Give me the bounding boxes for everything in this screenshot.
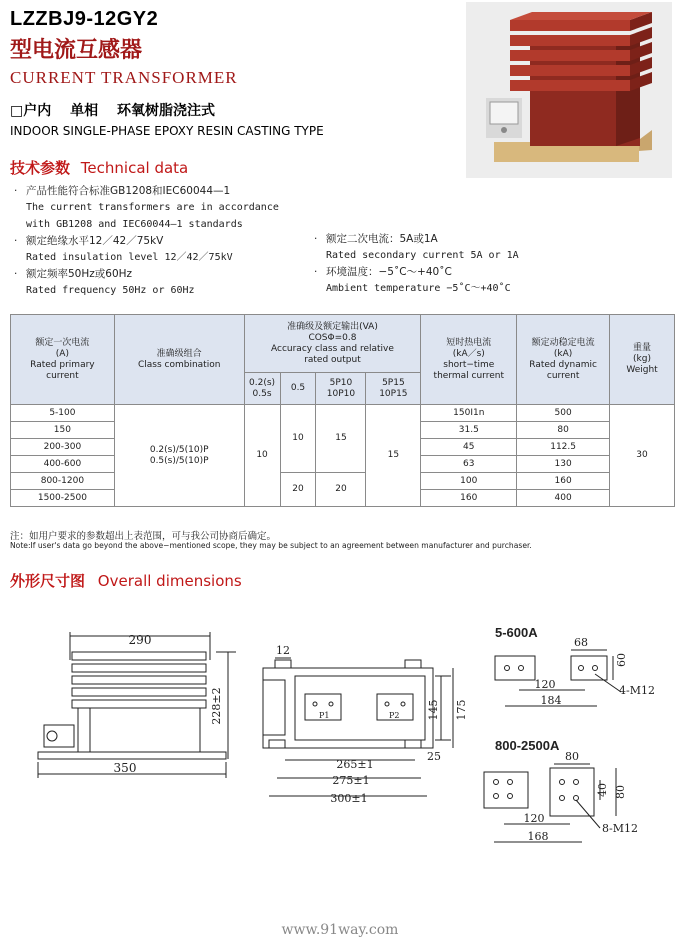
leader xyxy=(576,800,600,828)
dim-12: 12 xyxy=(276,644,290,657)
note-en: Note:If user's data go beyond the above−mentioned scope, they may be subject to an agreement between manufacturer and purchaser. xyxy=(10,541,532,550)
spec-list-right xyxy=(314,231,614,297)
dim-145: 145 xyxy=(427,699,440,721)
cell-primary: 150 xyxy=(11,422,115,439)
cell-thermal: 31.5 xyxy=(421,422,517,439)
spec-zh: 额定频率50Hz或60Hz xyxy=(26,268,133,280)
cell-dynamic: 400 xyxy=(517,490,610,507)
bolt xyxy=(508,794,513,799)
spec-list-left xyxy=(14,183,314,299)
spec-item xyxy=(14,249,314,266)
header-class: 准确级组合 Class combination xyxy=(114,315,244,405)
cell-thermal: 63 xyxy=(421,456,517,473)
model-number: LZZBJ9-12GY2 xyxy=(10,8,159,30)
front-view-drawing xyxy=(255,640,475,810)
dims-heading-en: Overall dimensions xyxy=(97,572,242,590)
mount-tab xyxy=(405,660,421,668)
dim-80-side: 80 xyxy=(614,785,627,799)
tech-heading-en: Technical data xyxy=(80,159,189,177)
sub-02s: 0.2(s) 0.5s xyxy=(244,373,280,405)
dim-168: 168 xyxy=(527,830,549,843)
cell-dynamic: 80 xyxy=(517,422,610,439)
spec-en: Rated insulation level 12／42／75kV xyxy=(26,252,233,263)
dim-300: 300±1 xyxy=(330,792,368,805)
fin xyxy=(72,652,206,660)
side-box xyxy=(263,680,285,735)
cell-thermal: 100 xyxy=(421,473,517,490)
terminal-plate xyxy=(484,772,528,808)
cell-out-02: 10 xyxy=(244,405,280,507)
mount-tab xyxy=(275,660,291,668)
cell-dynamic: 112.5 xyxy=(517,439,610,456)
bolt xyxy=(560,780,565,785)
bolt xyxy=(505,666,510,671)
terminal-bolt xyxy=(47,731,57,741)
dim-350: 350 xyxy=(113,761,137,775)
spec-zh: 额定绝缘水平12／42／75kV xyxy=(26,235,164,247)
cell-dynamic: 500 xyxy=(517,405,610,422)
inner-panel xyxy=(295,676,425,740)
header-thermal: 短时热电流 (kA／s) short−time thermal current xyxy=(421,315,517,405)
label-p2: P2 xyxy=(389,711,400,720)
label-p1: P1 xyxy=(319,711,330,720)
footer-watermark: www.91way.com xyxy=(281,922,399,938)
spec-item xyxy=(14,282,314,299)
foot xyxy=(269,740,285,748)
type-en: INDOOR SINGLE-PHASE EPOXY RESIN CASTING TYPE xyxy=(10,124,324,138)
spec-zh: 额定二次电流：5A或1A xyxy=(326,233,438,245)
front-outline xyxy=(263,668,433,748)
type-zh: □户内 单相 环氧树脂浇注式 xyxy=(10,103,215,119)
terminal-plate xyxy=(571,656,607,680)
cell-out-5p10: 20 xyxy=(316,473,366,507)
spec-table xyxy=(10,314,675,507)
cell-class: 0.2(s)/5(10)P 0.5(s)/5(10)P xyxy=(114,405,244,507)
terminal-detail-5-600 xyxy=(485,630,675,720)
sub-05: 0.5 xyxy=(280,373,316,405)
sub-5p10: 5P10 10P10 xyxy=(316,373,366,405)
spec-en: Ambient temperature −5˚C～+40˚C xyxy=(326,283,511,294)
fin xyxy=(72,688,206,696)
header-dynamic: 额定动稳定电流 (kA) Rated dynamic current xyxy=(517,315,610,405)
bolt xyxy=(574,780,579,785)
base-plate xyxy=(38,752,226,759)
detail-title-800-2500: 800-2500A xyxy=(495,738,560,753)
fin xyxy=(72,664,206,672)
cell-primary: 200-300 xyxy=(11,439,115,456)
dim-175: 175 xyxy=(455,699,468,721)
dim-25: 25 xyxy=(427,750,441,763)
table-row xyxy=(11,405,675,422)
tech-heading-zh: 技术参数 xyxy=(10,159,71,177)
dims-heading-zh: 外形尺寸图 xyxy=(10,572,86,590)
bolt xyxy=(519,666,524,671)
dim-228: 228±2 xyxy=(210,687,223,725)
spec-zh: 产品性能符合标准GB1208和IEC60044—1 xyxy=(26,185,231,197)
bolt xyxy=(385,702,389,706)
terminal-detail-800-2500 xyxy=(478,748,675,850)
header-primary: 额定一次电流 (A) Rated primary current xyxy=(11,315,115,405)
bolt xyxy=(593,666,598,671)
spec-item xyxy=(14,199,314,216)
spec-item: · 额定绝缘水平12／42／75kV xyxy=(14,235,164,247)
cell-primary: 800-1200 xyxy=(11,473,115,490)
table-row xyxy=(11,473,675,490)
dim-68: 68 xyxy=(574,636,588,649)
dim-265: 265±1 xyxy=(336,758,374,771)
spec-item xyxy=(14,216,314,233)
spec-item: · 额定二次电流：5A或1A xyxy=(314,233,438,245)
spec-item xyxy=(314,280,614,297)
spec-item: · 环境温度：−5˚C～+40˚C xyxy=(314,266,452,278)
fin xyxy=(72,700,206,708)
cell-out-05: 10 xyxy=(280,405,316,473)
spec-zh: 环境温度：−5˚C～+40˚C xyxy=(326,266,452,278)
dim-120: 120 xyxy=(534,678,556,691)
cell-thermal: 150I1n xyxy=(421,405,517,422)
sub-5p15: 5P15 10P15 xyxy=(366,373,421,405)
dim-275: 275±1 xyxy=(332,774,370,787)
cell-out-5p15: 15 xyxy=(366,405,421,507)
dim-40: 40 xyxy=(596,783,609,797)
foot xyxy=(405,740,421,748)
terminal-box xyxy=(44,725,74,747)
dim-60: 60 xyxy=(615,653,628,667)
cell-out-05: 20 xyxy=(280,473,316,507)
bolt xyxy=(494,780,499,785)
leader xyxy=(595,674,621,692)
fin xyxy=(72,676,206,684)
body xyxy=(90,708,200,752)
spec-en: The current transformers are in accordance xyxy=(26,202,279,213)
tech-heading xyxy=(10,157,188,178)
side-view-drawing xyxy=(30,630,240,785)
note-zh: 注：如用户要求的参数超出上表范围，可与我公司协商后确定。 xyxy=(10,531,277,542)
bolt xyxy=(401,702,405,706)
spec-item: · 产品性能符合标准GB1208和IEC60044—1 xyxy=(14,185,231,197)
hole-4m12: 4-M12 xyxy=(619,684,655,697)
product-photo xyxy=(466,2,672,178)
bolt xyxy=(329,702,333,706)
dim-120: 120 xyxy=(523,812,545,825)
bolt xyxy=(494,794,499,799)
spec-en: Rated secondary current 5A or 1A xyxy=(326,250,519,261)
spec-item xyxy=(314,247,614,264)
cell-primary: 1500-2500 xyxy=(11,490,115,507)
cell-primary: 5-100 xyxy=(11,405,115,422)
cell-thermal: 160 xyxy=(421,490,517,507)
cell-out-5p10: 15 xyxy=(316,405,366,473)
title-zh: 型电流互感器 xyxy=(10,38,143,63)
detail-title-5-600: 5-600A xyxy=(495,625,538,640)
cell-primary: 400-600 xyxy=(11,456,115,473)
dims-heading xyxy=(10,570,242,591)
bolt xyxy=(574,796,579,801)
title-en: CURRENT TRANSFORMER xyxy=(10,68,238,87)
cell-weight: 30 xyxy=(610,405,675,507)
spec-item: · 额定频率50Hz或60Hz xyxy=(14,268,133,280)
bolt xyxy=(313,702,317,706)
header-output: 准确级及额定输出(VA) COSΦ=0.8 Accuracy class and relative rated output xyxy=(244,315,421,373)
bolt xyxy=(560,796,565,801)
dim-80-top: 80 xyxy=(565,750,579,763)
bolt xyxy=(579,666,584,671)
hole-8m12: 8-M12 xyxy=(602,822,638,835)
dim-184: 184 xyxy=(540,694,562,707)
terminal-plate xyxy=(495,656,535,680)
table-header-row xyxy=(11,315,675,373)
spec-en: Rated frequency 50Hz or 60Hz xyxy=(26,285,195,296)
dim-290: 290 xyxy=(128,633,152,647)
spec-en: with GB1208 and IEC60044—1 standards xyxy=(26,219,243,230)
bolt xyxy=(508,780,513,785)
cell-thermal: 45 xyxy=(421,439,517,456)
cell-dynamic: 130 xyxy=(517,456,610,473)
cell-dynamic: 160 xyxy=(517,473,610,490)
header-weight: 重量 (kg) Weight xyxy=(610,315,675,405)
terminal-plate xyxy=(550,768,594,816)
